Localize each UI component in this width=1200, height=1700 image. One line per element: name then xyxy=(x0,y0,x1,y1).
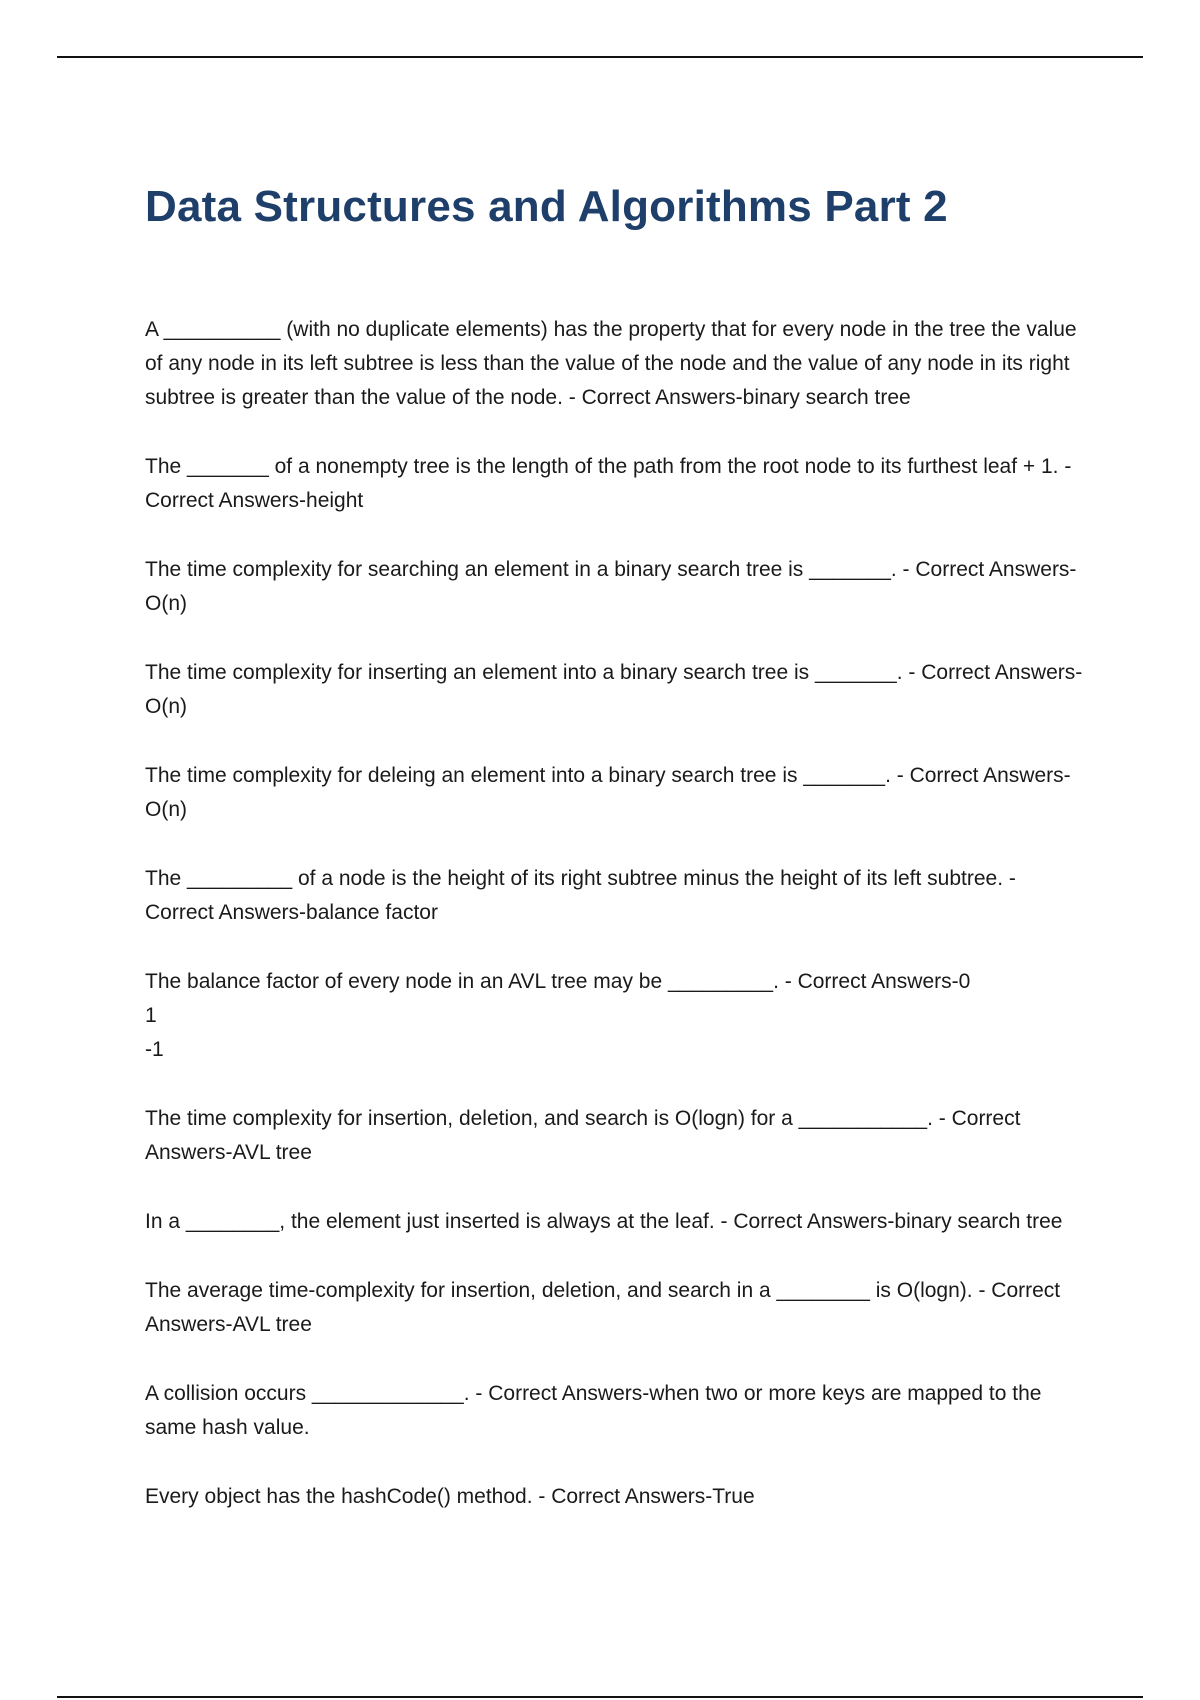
header-rule xyxy=(57,56,1143,58)
question-item: The average time-complexity for insertion, deletion, and search in a ________ is O(logn). - Correct Answers-AVL tree xyxy=(145,1279,1061,1336)
question-item: A __________ (with no duplicate elements) has the property that for every node in the tree the value of any node in its left subtree is less than the value of the node and the value of any node in its right subtree is greater than the value of the node. - Correct Answers-binary search tree xyxy=(145,318,1077,409)
question-list xyxy=(145,313,1090,1549)
question-item: A collision occurs _____________. - Correct Answers-when two or more keys are mapped to the same hash value. xyxy=(145,1382,1042,1439)
question-item: Every object has the hashCode() method. - Correct Answers-True xyxy=(145,1485,755,1508)
page-title: Data Structures and Algorithms Part 2 xyxy=(145,182,948,231)
question-item: The time complexity for insertion, deletion, and search is O(logn) for a ___________. - Correct Answers-AVL tree xyxy=(145,1107,1021,1164)
question-item: In a ________, the element just inserted is always at the leaf. - Correct Answers-binary search tree xyxy=(145,1210,1063,1233)
footer-rule xyxy=(57,1696,1143,1698)
question-item: The _______ of a nonempty tree is the length of the path from the root node to its furthest leaf + 1. - Correct Answers-height xyxy=(145,455,1072,512)
question-item: The time complexity for searching an element in a binary search tree is _______. - Correct Answers-O(n) xyxy=(145,558,1077,615)
question-item: The _________ of a node is the height of its right subtree minus the height of its left subtree. - Correct Answers-balance factor xyxy=(145,867,1016,924)
question-item: The time complexity for deleing an element into a binary search tree is _______. - Correct Answers-O(n) xyxy=(145,764,1071,821)
question-item: The balance factor of every node in an AVL tree may be _________. - Correct Answers-0 1 -1 xyxy=(145,970,971,1061)
question-item: The time complexity for inserting an element into a binary search tree is _______. - Correct Answers-O(n) xyxy=(145,661,1083,718)
